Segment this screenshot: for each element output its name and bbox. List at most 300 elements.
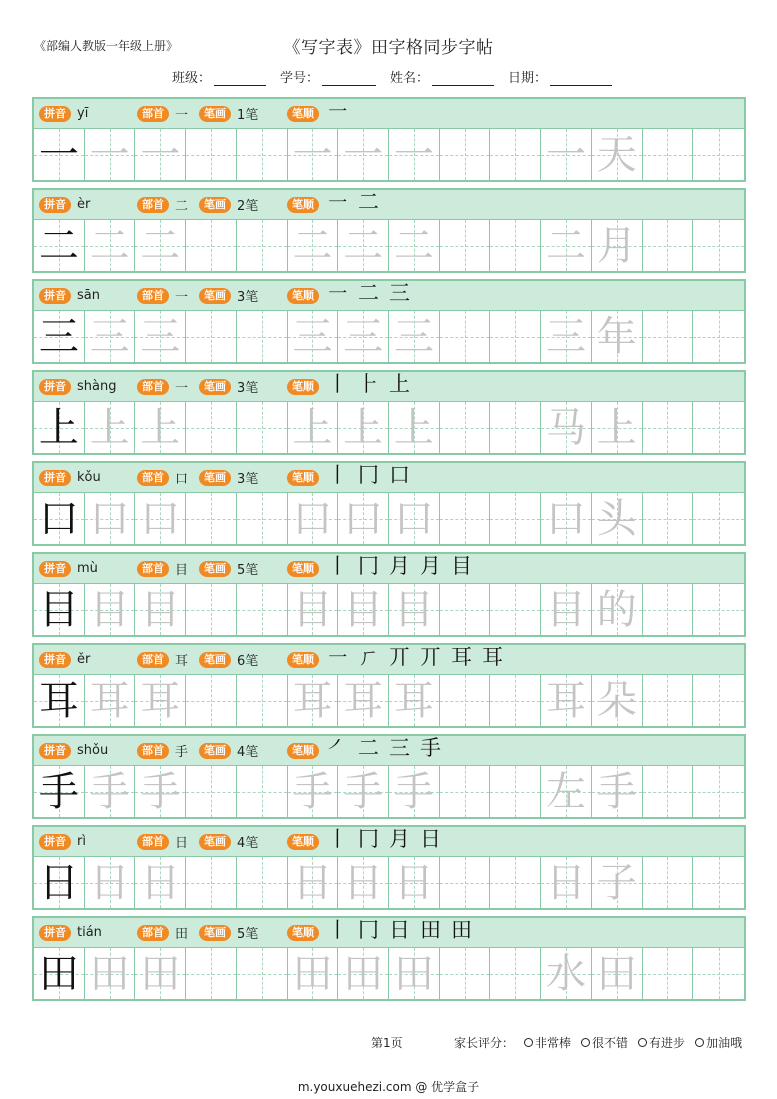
word-character: 左 [546,768,587,815]
grid-cell[interactable] [440,311,491,362]
stroke-step: 冂 [358,553,379,578]
grid-cell[interactable] [643,402,694,453]
grid-cell[interactable] [338,311,389,362]
grid-cell[interactable] [592,493,643,544]
grid-cell[interactable] [186,311,237,362]
row-header [34,918,744,948]
grid-cell[interactable] [288,857,339,908]
grid-cell[interactable] [389,493,440,544]
class-label: 班级： [172,71,212,86]
grid-cell[interactable] [237,220,288,271]
stroke-step: ⺊ [358,371,379,396]
radical-text: 目 [175,563,189,578]
trace-character: 口 [292,495,333,542]
grid-cell[interactable] [85,402,136,453]
student-no-label: 学号： [280,71,320,86]
student-info-line [172,67,612,86]
grid-cell[interactable] [643,948,694,999]
word-character: 上 [596,404,637,451]
character-row [32,552,746,637]
stroke-step: 上 [389,371,410,396]
trace-character: 日 [89,859,130,906]
grid-cell[interactable] [135,220,186,271]
trace-character: 目 [393,586,434,633]
grid-cell[interactable] [643,311,694,362]
row-header [34,463,744,493]
stroke-step: ㇐ [327,280,348,305]
trace-character: 目 [343,586,384,633]
stroke-order-badge: 笔顺 [287,379,319,395]
grid-cell[interactable] [440,857,491,908]
stroke-step: 冂 [358,462,379,487]
grid-cell[interactable] [288,402,339,453]
radical-text: 日 [175,836,189,851]
grid-cell[interactable] [389,857,440,908]
grid-cell[interactable] [338,857,389,908]
radical-badge: 部首 [137,379,169,395]
character-row [32,734,746,819]
grid-cell[interactable] [490,766,541,817]
word-character: 的 [596,586,637,633]
grid-cell[interactable] [592,129,643,180]
grid-cell[interactable] [490,493,541,544]
grid-cell[interactable] [643,766,694,817]
tianzige-grid [34,675,744,726]
grid-cell[interactable] [693,493,744,544]
model-character: 日 [38,859,79,906]
grid-cell[interactable] [288,129,339,180]
grid-cell[interactable] [135,766,186,817]
tianzige-grid [34,948,744,999]
character-row [32,461,746,546]
grid-cell[interactable] [338,766,389,817]
stroke-step: ㇐ [327,98,348,123]
word-character: 月 [596,222,637,269]
grid-cell[interactable] [85,129,136,180]
grid-cell[interactable] [389,220,440,271]
grid-cell[interactable] [237,584,288,635]
grid-cell[interactable] [338,493,389,544]
model-character: 三 [38,313,79,360]
radical-text: 耳 [175,654,189,669]
trace-character: 二 [89,222,130,269]
grid-cell[interactable] [592,220,643,271]
grid-cell[interactable] [135,675,186,726]
grid-cell[interactable] [541,675,592,726]
grid-cell[interactable] [135,129,186,180]
class-blank[interactable] [214,72,266,86]
grid-cell[interactable] [288,584,339,635]
pinyin-text: rì [77,834,86,849]
stroke-count: 6笔 [237,654,259,669]
grid-cell[interactable] [490,584,541,635]
grid-cell[interactable] [237,766,288,817]
stroke-order-badge: 笔顺 [287,561,319,577]
grid-cell[interactable] [237,493,288,544]
grid-cell[interactable] [34,493,85,544]
stroke-step: 三 [389,735,410,760]
grid-cell[interactable] [440,220,491,271]
grid-cell[interactable] [135,402,186,453]
eval-option-keep-going[interactable]: 加油哦 [695,1034,742,1051]
grid-cell[interactable] [85,675,136,726]
grid-cell[interactable] [135,584,186,635]
grid-cell[interactable] [237,675,288,726]
grid-cell[interactable] [643,857,694,908]
grid-cell[interactable] [693,675,744,726]
strokes-badge: 笔画 [199,106,231,122]
grid-cell[interactable] [490,402,541,453]
grid-cell[interactable] [440,129,491,180]
stroke-order-badge: 笔顺 [287,925,319,941]
class-field[interactable] [172,67,266,86]
grid-cell[interactable] [186,675,237,726]
grid-cell[interactable] [643,220,694,271]
grid-cell[interactable] [490,220,541,271]
grid-cell[interactable] [288,311,339,362]
stroke-count: 4笔 [237,745,259,760]
stroke-step: 田 [451,917,472,942]
grid-cell[interactable] [389,675,440,726]
grid-cell[interactable] [541,311,592,362]
trace-character: 一 [89,131,130,178]
stroke-step: 丨 [327,917,348,942]
row-header [34,372,744,402]
grid-cell[interactable] [592,857,643,908]
grid-cell[interactable] [541,857,592,908]
trace-character: 二 [393,222,434,269]
grid-cell[interactable] [592,584,643,635]
radio-circle-icon[interactable] [524,1038,533,1047]
grid-cell[interactable] [541,493,592,544]
date-field[interactable] [508,67,612,86]
pinyin-badge: 拼音 [39,652,71,668]
grid-cell[interactable] [34,220,85,271]
grid-cell[interactable] [541,766,592,817]
grid-cell[interactable] [440,675,491,726]
stroke-step: 三 [389,280,410,305]
grid-cell[interactable] [338,948,389,999]
stroke-step: 二 [358,735,379,760]
radical-badge: 部首 [137,561,169,577]
word-character: 田 [596,950,637,997]
grid-cell[interactable] [693,220,744,271]
grid-cell[interactable] [592,766,643,817]
grid-cell[interactable] [338,129,389,180]
grid-cell[interactable] [338,402,389,453]
grid-cell[interactable] [288,220,339,271]
trace-character: 二 [343,222,384,269]
pinyin-badge: 拼音 [39,834,71,850]
stroke-step: 田 [420,917,441,942]
grid-cell[interactable] [34,766,85,817]
student-no-field[interactable] [280,67,376,86]
grid-cell[interactable] [186,493,237,544]
grid-cell[interactable] [34,584,85,635]
trace-character: 日 [292,859,333,906]
grid-cell[interactable] [237,948,288,999]
stroke-count: 5笔 [237,563,259,578]
tianzige-grid [34,402,744,453]
trace-character: 田 [292,950,333,997]
character-row [32,97,746,182]
grid-cell[interactable] [541,948,592,999]
grid-cell[interactable] [440,948,491,999]
radical-badge: 部首 [137,652,169,668]
word-character: 头 [596,495,637,542]
stroke-order [319,95,348,125]
pinyin-badge: 拼音 [39,379,71,395]
trace-character: 耳 [140,677,181,724]
trace-character: 口 [140,495,181,542]
stroke-count: 2笔 [237,199,259,214]
trace-character: 耳 [393,677,434,724]
stroke-order-badge: 笔顺 [287,288,319,304]
grid-cell[interactable] [490,948,541,999]
strokes-badge: 笔画 [199,288,231,304]
stroke-step: 二 [358,280,379,305]
grid-cell[interactable] [541,584,592,635]
grid-cell[interactable] [85,766,136,817]
pinyin-text: shàng [77,379,117,394]
stroke-order-badge: 笔顺 [287,652,319,668]
trace-character: 三 [89,313,130,360]
row-header [34,736,744,766]
grid-cell[interactable] [389,402,440,453]
radical-badge: 部首 [137,834,169,850]
grid-cell[interactable] [490,675,541,726]
trace-character: 耳 [292,677,333,724]
stroke-step: 二 [358,189,379,214]
word-character: 二 [546,222,587,269]
stroke-step: 冂 [358,917,379,942]
strokes-badge: 笔画 [199,925,231,941]
grid-cell[interactable] [440,402,491,453]
grid-cell[interactable] [693,311,744,362]
grid-cell[interactable] [693,766,744,817]
grid-cell[interactable] [186,766,237,817]
row-header [34,190,744,220]
eval-option-good[interactable]: 很不错 [581,1034,628,1051]
word-character: 耳 [546,677,587,724]
grid-cell[interactable] [186,948,237,999]
grid-cell[interactable] [440,766,491,817]
grid-cell[interactable] [490,857,541,908]
trace-character: 上 [89,404,130,451]
radical-text: 田 [175,927,189,942]
grid-cell[interactable] [693,584,744,635]
practice-rows [32,97,746,1007]
radical-text: 二 [175,199,189,214]
word-character: 三 [546,313,587,360]
model-character: 手 [38,768,79,815]
radical-badge: 部首 [137,197,169,213]
grid-cell[interactable] [338,220,389,271]
grid-cell[interactable] [643,675,694,726]
grid-cell[interactable] [541,129,592,180]
page-number: 第1页 [371,1036,403,1050]
trace-character: 口 [89,495,130,542]
stroke-step: 丌 [389,644,410,669]
grid-cell[interactable] [34,311,85,362]
row-header [34,99,744,129]
model-character: 耳 [38,677,79,724]
tianzige-grid [34,311,744,362]
word-character: 子 [596,859,637,906]
parent-evaluation [454,1034,742,1051]
stroke-step: 月 [389,553,410,578]
pinyin-text: mù [77,561,98,576]
radical-text: 一 [175,290,189,305]
row-header [34,827,744,857]
radical-text: 一 [175,108,189,123]
date-blank[interactable] [550,72,612,86]
grid-cell[interactable] [34,857,85,908]
word-character: 天 [596,131,637,178]
grid-cell[interactable] [389,129,440,180]
eval-option-excellent[interactable]: 非常棒 [524,1034,571,1051]
grid-cell[interactable] [237,857,288,908]
radio-circle-icon[interactable] [638,1038,647,1047]
grid-cell[interactable] [389,948,440,999]
grid-cell[interactable] [186,129,237,180]
trace-character: 一 [292,131,333,178]
grid-cell[interactable] [288,948,339,999]
trace-character: 手 [393,768,434,815]
stroke-count: 1笔 [237,108,259,123]
grid-cell[interactable] [643,584,694,635]
character-row [32,825,746,910]
stroke-step: 耳 [482,644,503,669]
trace-character: 三 [292,313,333,360]
grid-cell[interactable] [389,584,440,635]
radical-text: 手 [175,745,189,760]
stroke-step: 冂 [358,826,379,851]
grid-cell[interactable] [592,402,643,453]
grid-cell[interactable] [693,857,744,908]
trace-character: 日 [393,859,434,906]
grid-cell[interactable] [693,129,744,180]
grid-cell[interactable] [34,402,85,453]
grid-cell[interactable] [186,402,237,453]
radical-text: 口 [175,472,189,487]
grid-cell[interactable] [237,129,288,180]
grid-cell[interactable] [135,948,186,999]
stroke-order [319,550,472,580]
grid-cell[interactable] [135,493,186,544]
trace-character: 上 [292,404,333,451]
grid-cell[interactable] [338,675,389,726]
grid-cell[interactable] [288,675,339,726]
grid-cell[interactable] [85,857,136,908]
grid-cell[interactable] [288,493,339,544]
stroke-order-badge: 笔顺 [287,470,319,486]
grid-cell[interactable] [440,584,491,635]
trace-character: 上 [140,404,181,451]
grid-cell[interactable] [135,857,186,908]
grid-cell[interactable] [693,402,744,453]
grid-cell[interactable] [490,129,541,180]
grid-cell[interactable] [592,675,643,726]
grid-cell[interactable] [186,584,237,635]
grid-cell[interactable] [389,766,440,817]
trace-character: 三 [140,313,181,360]
grid-cell[interactable] [237,311,288,362]
stroke-step: 月 [389,826,410,851]
grid-cell[interactable] [34,129,85,180]
radio-circle-icon[interactable] [581,1038,590,1047]
grid-cell[interactable] [85,948,136,999]
trace-character: 田 [393,950,434,997]
trace-character: 日 [343,859,384,906]
grid-cell[interactable] [34,948,85,999]
grid-cell[interactable] [490,311,541,362]
stroke-step: ㇐ [327,189,348,214]
grid-cell[interactable] [389,311,440,362]
stroke-step: ㇒ [327,735,348,760]
stroke-step: 耳 [451,644,472,669]
stroke-count: 3笔 [237,381,259,396]
stroke-step: 口 [389,462,410,487]
pinyin-text: tián [77,925,102,940]
trace-character: 目 [89,586,130,633]
grid-cell[interactable] [288,766,339,817]
grid-cell[interactable] [34,675,85,726]
stroke-step: 手 [420,735,441,760]
grid-cell[interactable] [643,493,694,544]
grid-cell[interactable] [338,584,389,635]
grid-cell[interactable] [693,948,744,999]
grid-cell[interactable] [541,402,592,453]
word-character: 朵 [596,677,637,724]
date-label: 日期： [508,71,548,86]
grid-cell[interactable] [440,493,491,544]
stroke-order [319,186,379,216]
name-field[interactable] [390,67,494,86]
grid-cell[interactable] [643,129,694,180]
grid-cell[interactable] [85,311,136,362]
word-character: 水 [546,950,587,997]
stroke-order [319,277,410,307]
grid-cell[interactable] [85,220,136,271]
radical-badge: 部首 [137,743,169,759]
pinyin-badge: 拼音 [39,288,71,304]
name-blank[interactable] [432,72,494,86]
stroke-step: 日 [420,826,441,851]
grid-cell[interactable] [541,220,592,271]
student-no-blank[interactable] [322,72,376,86]
radical-badge: 部首 [137,925,169,941]
eval-option-progress[interactable]: 有进步 [638,1034,685,1051]
trace-character: 手 [292,768,333,815]
grid-cell[interactable] [186,220,237,271]
radio-circle-icon[interactable] [695,1038,704,1047]
grid-cell[interactable] [186,857,237,908]
pinyin-text: sān [77,288,100,303]
grid-cell[interactable] [85,584,136,635]
pinyin-badge: 拼音 [39,925,71,941]
grid-cell[interactable] [592,311,643,362]
grid-cell[interactable] [237,402,288,453]
stroke-count: 3笔 [237,472,259,487]
grid-cell[interactable] [135,311,186,362]
grid-cell[interactable] [85,493,136,544]
grid-cell[interactable] [592,948,643,999]
tianzige-grid [34,493,744,544]
word-character: 手 [596,768,637,815]
stroke-order-badge: 笔顺 [287,197,319,213]
pinyin-text: ěr [77,652,91,667]
